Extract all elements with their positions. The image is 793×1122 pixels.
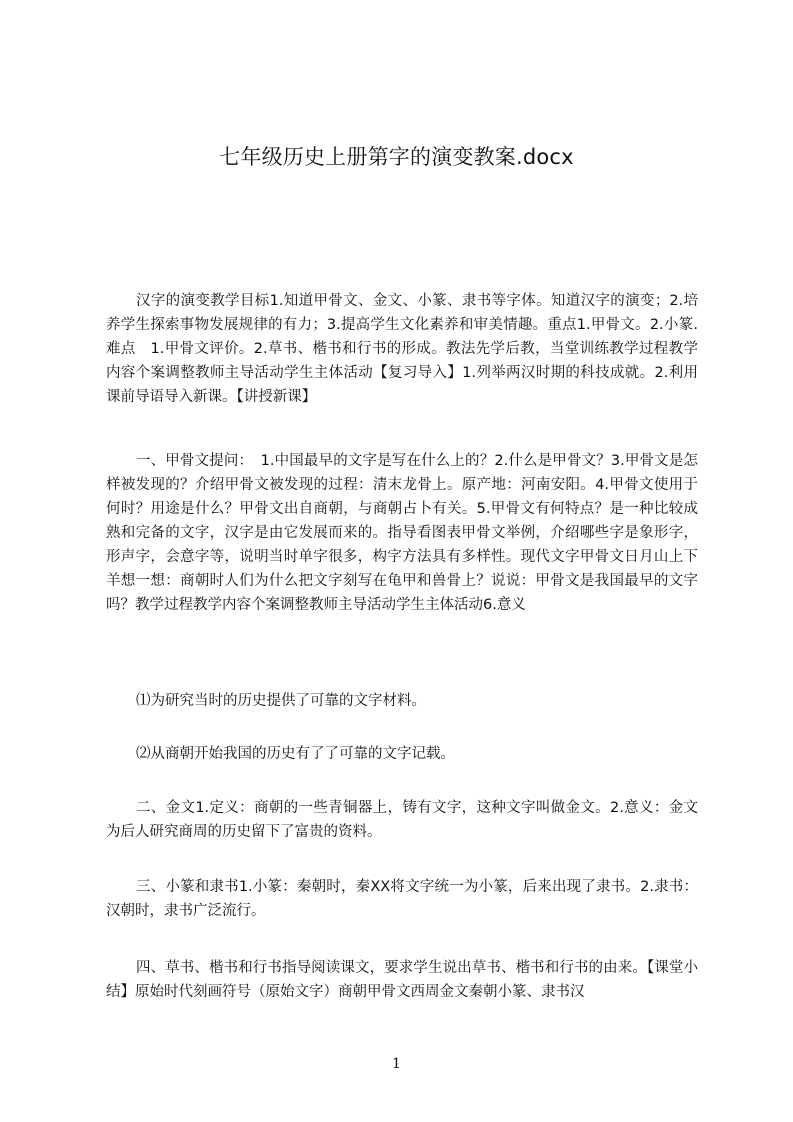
- document-title: 七年级历史上册第字的演变教案.docx: [219, 145, 574, 169]
- paragraph-bronze-script: 二、金文1.定义：商朝的一些青铜器上，铸有文字，这种文字叫做金文。2.意义：金文为后人研究商周的历史留下了富贵的资料。: [106, 800, 698, 840]
- page-number: 1: [392, 1056, 401, 1072]
- paragraph-significance-2: ⑵从商朝开始我国的历史有了了可靠的文字记载。: [136, 746, 455, 762]
- paragraph-seal-clerical-script: 三、小篆和隶书1.小篆：秦朝时，秦XX将文字统一为小篆，后来出现了隶书。2.隶书：汉朝时，隶书广泛流行。: [106, 879, 698, 919]
- paragraph-significance-1: ⑴为研究当时的历史提供了可靠的文字材料。: [136, 693, 426, 709]
- paragraph-cursive-regular-running-script: 四、草书、楷书和行书指导阅读课文，要求学生说出草书、楷书和行书的由来。【课堂小结】原始时代刻画符号（原始文字）商朝甲骨文西周金文秦朝小篆、隶书汉: [106, 960, 698, 1000]
- paragraph-oracle-bone-script: 一、甲骨文提问： 1.中国最早的文字是写在什么上的？2.什么是甲骨文？3.甲骨文是怎样被发现的？介绍甲骨文被发现的过程：清末龙骨上。原产地：河南安阳。4.甲骨文使用于何时？用途是什么？甲骨文出自商朝，与商朝占卜有关。5.甲骨文有何特点？是一种比较成熟和完备的文字，汉字是由它发展而来的。指导看图表甲骨文举例，介绍哪些字是象形字，形声字，会意字等，说明当时单字很多，构字方法具有多样性。现代文字甲骨文日月山上下羊想一想：商朝时人们为什么把文字刻写在龟甲和兽骨上？说说：甲骨文是我国最早的文字吗？教学过程教学内容个案调整教师主导活动学生主体活动6.意义: [106, 453, 698, 613]
- paragraph-objectives: 汉字的演变教学目标1.知道甲骨文、金文、小篆、隶书等字体。知道汉字的演变；2.培养学生探索事物发展规律的有力；3.提高学生文化素养和审美情趣。重点1.甲骨文。2.小篆.难点 1.甲骨文评价。2.草书、楷书和行书的形成。教法先学后教，当堂训练教学过程教学内容个案调整教师主导活动学生主体活动【复习导入】1.列举两汉时期的科技成就。2.利用课前导语导入新课。【讲授新课】: [106, 293, 698, 405]
